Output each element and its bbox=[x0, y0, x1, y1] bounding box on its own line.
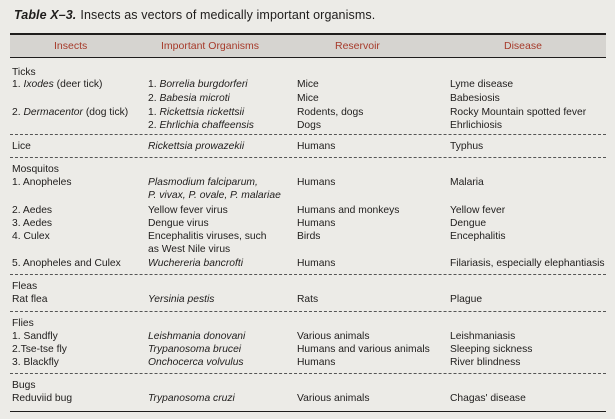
disease-cell: Ehrlichiosis bbox=[450, 120, 503, 131]
insect-cell: 4. Culex bbox=[12, 231, 50, 242]
insect-note: (deer tick) bbox=[53, 79, 103, 90]
disease-cell: Lyme disease bbox=[450, 79, 514, 90]
reservoir-cell: Humans bbox=[297, 357, 336, 368]
organism-cell bbox=[148, 120, 254, 131]
table-header bbox=[10, 35, 606, 57]
organism-name: Babesia microti bbox=[159, 93, 230, 104]
reservoir-cell: Humans and various animals bbox=[297, 344, 430, 355]
organism-cell: Onchocerca volvulus bbox=[148, 357, 244, 368]
disease-cell: Filariasis, especially elephantiasis bbox=[450, 258, 605, 269]
disease-cell: Yellow fever bbox=[450, 205, 506, 216]
insect-cell: 3. Blackfly bbox=[12, 357, 59, 368]
reservoir-cell: Humans bbox=[297, 177, 336, 188]
insect-cell bbox=[12, 79, 102, 90]
organism-cell: Yersinia pestis bbox=[148, 294, 215, 305]
organism-name: Borrelia burgdorferi bbox=[159, 79, 248, 90]
group-title-lice: Lice bbox=[12, 141, 31, 152]
reservoir-cell: Rats bbox=[297, 294, 319, 305]
organism-cell bbox=[148, 107, 244, 118]
organism-cell bbox=[148, 93, 230, 104]
disease-cell: Malaria bbox=[450, 177, 484, 188]
group-title-mosquitos: Mosquitos bbox=[12, 164, 59, 175]
table-caption bbox=[14, 8, 375, 22]
group-title-flies: Flies bbox=[12, 318, 34, 329]
group-title-fleas: Fleas bbox=[12, 281, 38, 292]
reservoir-cell: Birds bbox=[297, 231, 321, 242]
bottom-rule bbox=[10, 411, 606, 412]
insect-note: (dog tick) bbox=[82, 107, 129, 118]
insect-cell: 2.Tse-tse fly bbox=[12, 344, 67, 355]
disease-cell: Chagas' disease bbox=[450, 393, 526, 404]
insect-cell: Rat flea bbox=[12, 294, 48, 305]
disease-cell: Rocky Mountain spotted fever bbox=[450, 107, 587, 118]
organism-cell: Yellow fever virus bbox=[148, 205, 228, 216]
reservoir-cell: Humans and monkeys bbox=[297, 205, 400, 216]
reservoir-cell: Humans bbox=[297, 141, 336, 152]
disease-cell: Babesiosis bbox=[450, 93, 500, 104]
disease-cell: Encephalitis bbox=[450, 231, 506, 242]
group-divider bbox=[10, 274, 606, 275]
organism-cell: Leishmania donovani bbox=[148, 331, 246, 342]
header-reservoir: Reservoir bbox=[335, 40, 380, 52]
insect-cell: 3. Aedes bbox=[12, 218, 53, 229]
organism-number: 1. bbox=[148, 107, 160, 118]
insect-number: 2. bbox=[12, 107, 24, 118]
reservoir-cell: Various animals bbox=[297, 393, 370, 404]
organism-cell: P. vivax, P. ovale, P. malariae bbox=[148, 190, 281, 201]
organism-number: 1. bbox=[148, 79, 160, 90]
group-divider bbox=[10, 157, 606, 158]
reservoir-cell: Humans bbox=[297, 258, 336, 269]
reservoir-cell: Humans bbox=[297, 218, 336, 229]
disease-cell: Leishmaniasis bbox=[450, 331, 516, 342]
reservoir-cell: Dogs bbox=[297, 120, 322, 131]
disease-cell: Plague bbox=[450, 294, 483, 305]
group-divider bbox=[10, 311, 606, 312]
header-disease: Disease bbox=[504, 40, 542, 52]
group-title-bugs: Bugs bbox=[12, 380, 36, 391]
organism-number: 2. bbox=[148, 120, 160, 131]
header-insects: Insects bbox=[54, 40, 88, 52]
insect-cell: Reduviid bug bbox=[12, 393, 73, 404]
group-title-ticks: Ticks bbox=[12, 67, 36, 78]
reservoir-cell: Mice bbox=[297, 93, 319, 104]
organism-cell bbox=[148, 79, 248, 90]
insect-cell: 1. Anopheles bbox=[12, 177, 72, 188]
header-organisms: Important Organisms bbox=[161, 40, 260, 52]
table-title: Insects as vectors of medically important organisms. bbox=[80, 8, 376, 22]
insect-cell: 1. Sandfly bbox=[12, 331, 58, 342]
group-divider bbox=[10, 373, 606, 374]
organism-cell: Plasmodium falciparum, bbox=[148, 177, 258, 188]
organism-cell: Trypanosoma brucei bbox=[148, 344, 242, 355]
header-rule bbox=[10, 57, 606, 58]
table-label: Table X–3. bbox=[14, 8, 77, 22]
reservoir-cell: Various animals bbox=[297, 331, 370, 342]
insect-cell: 2. Aedes bbox=[12, 205, 53, 216]
insect-number: 1. bbox=[12, 79, 24, 90]
insect-cell bbox=[12, 107, 128, 118]
organism-cell: Wuchereria bancrofti bbox=[148, 258, 243, 269]
organism-cell: Rickettsia prowazekii bbox=[148, 141, 245, 152]
insect-name: Ixodes bbox=[23, 79, 54, 90]
reservoir-cell: Mice bbox=[297, 79, 319, 90]
group-divider bbox=[10, 134, 606, 135]
reservoir-cell: Rodents, dogs bbox=[297, 107, 364, 118]
organism-cell: Dengue virus bbox=[148, 218, 209, 229]
disease-cell: Typhus bbox=[450, 141, 484, 152]
organism-number: 2. bbox=[148, 93, 160, 104]
disease-cell: River blindness bbox=[450, 357, 521, 368]
organism-cell: as West Nile virus bbox=[148, 244, 231, 255]
disease-cell: Sleeping sickness bbox=[450, 344, 533, 355]
insect-name: Dermacentor bbox=[23, 107, 83, 118]
organism-cell: Trypanosoma cruzi bbox=[148, 393, 235, 404]
organism-name: Ehrlichia chaffeensis bbox=[159, 120, 254, 131]
organism-cell: Encephalitis viruses, such bbox=[148, 231, 267, 242]
insect-cell: 5. Anopheles and Culex bbox=[12, 258, 121, 269]
disease-cell: Dengue bbox=[450, 218, 487, 229]
organism-name: Rickettsia rickettsii bbox=[159, 107, 245, 118]
